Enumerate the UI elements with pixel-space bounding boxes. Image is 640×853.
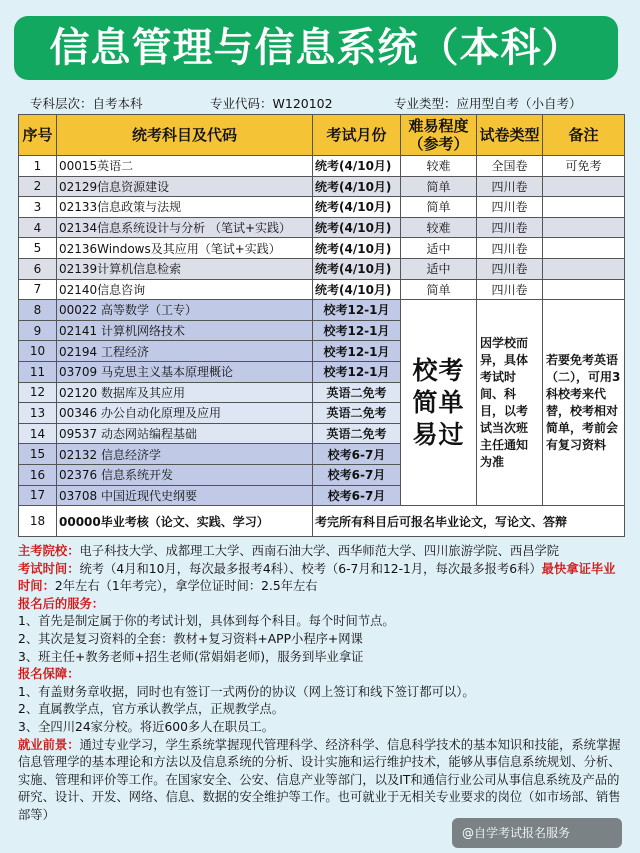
row-no: 9	[19, 320, 57, 341]
row-no: 5	[19, 238, 57, 259]
row-note	[543, 279, 625, 300]
row-no: 12	[19, 382, 57, 403]
row-paper: 四川卷	[477, 176, 543, 197]
header-no: 序号	[19, 115, 57, 156]
career-label: 就业前景：	[18, 737, 80, 752]
row-month: 校考12-1月	[313, 341, 401, 362]
career-paragraph	[18, 737, 622, 825]
row-subject: 09537 动态网站编程基础	[57, 423, 313, 444]
exam-time-text: 统考（4月和10月，每次最多报考4科）、校考（6-7月和12-1月，每次最多报考6科）	[79, 561, 542, 576]
row-month: 校考6-7月	[313, 464, 401, 485]
row-paper: 四川卷	[477, 197, 543, 218]
row-month: 校考12-1月	[313, 361, 401, 382]
exam-time-paragraph	[18, 561, 622, 596]
table-row	[19, 300, 625, 321]
table-row	[19, 197, 625, 218]
header-paper: 试卷类型	[477, 115, 543, 156]
row-month: 校考6-7月	[313, 485, 401, 506]
row-no: 10	[19, 341, 57, 362]
row-month: 统考(4/10月)	[313, 238, 401, 259]
guarantee-item: 2、直属教学点，官方承认教学点，正规教学点。	[18, 702, 285, 717]
row-subject: 03708 中国近现代史纲要	[57, 485, 313, 506]
row-no: 16	[19, 464, 57, 485]
row-no: 2	[19, 176, 57, 197]
row-difficulty: 简单	[401, 197, 477, 218]
row-month: 统考(4/10月)	[313, 279, 401, 300]
row-paper: 四川卷	[477, 258, 543, 279]
table-row	[19, 238, 625, 259]
row-no: 4	[19, 217, 57, 238]
row-month: 校考6-7月	[313, 444, 401, 465]
row-difficulty: 简单	[401, 176, 477, 197]
row-no: 13	[19, 403, 57, 424]
table-row	[19, 176, 625, 197]
row-no: 1	[19, 156, 57, 177]
row-no: 6	[19, 258, 57, 279]
row-subject: 02133信息政策与法规	[57, 197, 313, 218]
table-row-graduation	[19, 506, 625, 537]
table-header	[19, 115, 625, 156]
fastest-label: 最快拿证毕业时间：	[18, 561, 616, 594]
service-label: 报名后的服务：	[18, 596, 105, 611]
row-no: 11	[19, 361, 57, 382]
watermark: @自学考试报名服务	[452, 818, 622, 848]
row-paper: 四川卷	[477, 279, 543, 300]
table-row	[19, 258, 625, 279]
row-subject: 00346 办公自动化原理及应用	[57, 403, 313, 424]
guarantee-item: 3、全四川24家分校。将近600多人在职员工。	[18, 719, 274, 734]
row-subject: 00015英语二	[57, 156, 313, 177]
row-difficulty: 适中	[401, 258, 477, 279]
course-table	[18, 114, 625, 537]
row-subject: 02132 信息经济学	[57, 444, 313, 465]
row-note	[543, 176, 625, 197]
exam-time-label: 考试时间：	[18, 561, 80, 576]
guarantee-item: 1、有盖财务章收据，同时也有签订一式两份的协议（网上签订和线下签订都可以）。	[18, 684, 475, 699]
service-item: 3、班主任+教务老师+招生老师(常娟娟老师)，服务到毕业拿证	[18, 649, 364, 664]
row-note	[543, 197, 625, 218]
row-difficulty: 较难	[401, 156, 477, 177]
row-subject: 02140信息咨询	[57, 279, 313, 300]
schools-text: 电子科技大学、成都理工大学、西南石油大学、西华师范大学、四川旅游学院、西昌学院	[79, 544, 560, 558]
row-note: 考完所有科目后可报名毕业论文，写论文、答辩	[313, 506, 625, 537]
row-no: 17	[19, 485, 57, 506]
header-month: 考试月份	[313, 115, 401, 156]
row-no: 7	[19, 279, 57, 300]
row-no: 3	[19, 197, 57, 218]
row-month: 统考(4/10月)	[313, 197, 401, 218]
row-month: 统考(4/10月)	[313, 156, 401, 177]
row-note	[543, 238, 625, 259]
row-no: 18	[19, 506, 57, 537]
merged-difficulty: 校考简单易过	[401, 300, 477, 506]
row-note: 可免考	[543, 156, 625, 177]
header-note: 备注	[543, 115, 625, 156]
merged-note: 若要免考英语（二），可用3科校考来代替，校考相对简单，考前会有复习资料	[543, 300, 625, 506]
major-meta	[22, 94, 626, 114]
row-subject: 02134信息系统设计与分析 （笔试+实践）	[57, 217, 313, 238]
info-section	[18, 543, 622, 825]
row-month: 统考(4/10月)	[313, 258, 401, 279]
row-subject: 03709 马克思主义基本原理概论	[57, 361, 313, 382]
row-difficulty: 较难	[401, 217, 477, 238]
row-subject: 02129信息资源建设	[57, 176, 313, 197]
header-difficulty: 难易程度（参考）	[401, 115, 477, 156]
row-subject: 02194 工程经济	[57, 341, 313, 362]
code-label: 专业代码：W120102	[210, 96, 333, 111]
row-note	[543, 217, 625, 238]
row-subject: 00022 高等数学（工专）	[57, 300, 313, 321]
row-no: 8	[19, 300, 57, 321]
guarantee-label: 报名保障：	[18, 667, 80, 682]
table-row	[19, 279, 625, 300]
row-month: 统考(4/10月)	[313, 176, 401, 197]
row-month: 英语二免考	[313, 403, 401, 424]
fastest-text: 2年左右（1年考完），拿学位证时间：2.5年左右	[54, 579, 318, 594]
header-subject: 统考科目及代码	[57, 115, 313, 156]
row-paper: 四川卷	[477, 217, 543, 238]
row-difficulty: 简单	[401, 279, 477, 300]
row-month: 统考(4/10月)	[313, 217, 401, 238]
row-subject: 00000毕业考核（论文、实践、学习）	[57, 506, 313, 537]
schools-label: 主考院校：	[18, 544, 80, 558]
row-subject: 02120 数据库及其应用	[57, 382, 313, 403]
row-month: 英语二免考	[313, 423, 401, 444]
career-text: 通过专业学习，学生系统掌握现代管理科学、经济科学、信息科学技术的基本知识和技能，系统掌握信息管理学的基本理论和方法以及信息系统的分析、设计实施和运行维护技术，能够从事信息系统规划、分析、实施、管理和评价等工作。在国家安全、公安、信息产业等部门，以及IT和通信行业公司从事信息系统及产品的研究、设计、开发、网络、信息、数据的安全维护等工作。也可就业于无相关专业要求的岗位（如市场部、销售部等）	[18, 737, 621, 822]
row-difficulty: 适中	[401, 238, 477, 259]
table-row	[19, 156, 625, 177]
type-label: 专业类型：应用型自考（小自考）	[394, 96, 582, 111]
service-item: 2、其次是复习资料的全套：教材+复习资料+APP小程序+网课	[18, 631, 363, 646]
row-subject: 02139计算机信息检索	[57, 258, 313, 279]
row-subject: 02136Windows及其应用（笔试+实践）	[57, 238, 313, 259]
level-label: 专科层次：自考本科	[30, 96, 143, 111]
schools-paragraph	[18, 543, 622, 561]
row-no: 15	[19, 444, 57, 465]
row-month: 校考12-1月	[313, 300, 401, 321]
merged-paper: 因学校而异，具体考试时间、科目，以考试当次班主任通知为准	[477, 300, 543, 506]
row-subject: 02376 信息系统开发	[57, 464, 313, 485]
row-subject: 02141 计算机网络技术	[57, 320, 313, 341]
row-note	[543, 258, 625, 279]
table-row	[19, 217, 625, 238]
service-item: 1、首先是制定属于你的考试计划，具体到每个科目。每个时间节点。	[18, 614, 395, 629]
row-paper: 全国卷	[477, 156, 543, 177]
page-title: 信息管理与信息系统（本科）	[14, 16, 618, 80]
row-no: 14	[19, 423, 57, 444]
row-paper: 四川卷	[477, 238, 543, 259]
row-month: 英语二免考	[313, 382, 401, 403]
row-month: 校考12-1月	[313, 320, 401, 341]
